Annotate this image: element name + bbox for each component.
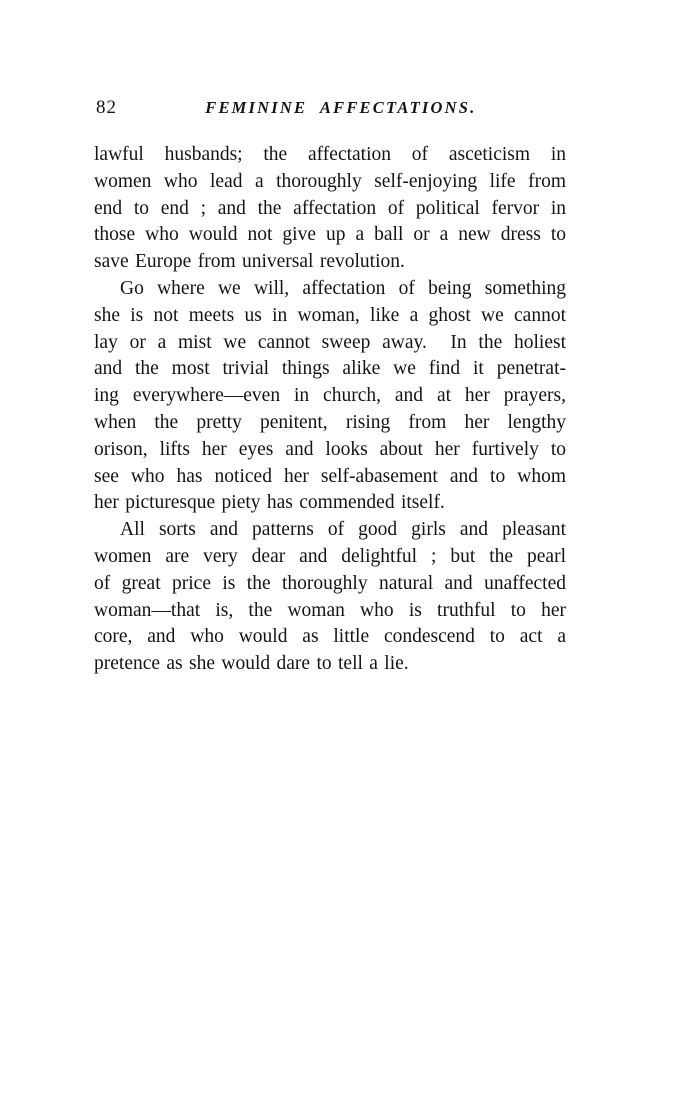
text-line: lay or a mist we cannot sweep away. In the holiest — [94, 331, 566, 353]
page-header — [94, 97, 566, 117]
text-line: Go where we will, affectation of being something — [120, 277, 566, 299]
page-content — [94, 97, 566, 678]
text-line: woman—that is, the woman who is truthful to her — [94, 599, 566, 621]
text-line: save Europe from universal revolution. — [94, 251, 405, 273]
text-line: she is not meets us in woman, like a ghost we cannot — [94, 304, 566, 326]
running-title: FEMININE AFFECTATIONS. — [205, 98, 477, 117]
text-line: and the most trivial things alike we find it penetrat- — [94, 358, 566, 380]
text-line: end to end ; and the affectation of political fervor in — [94, 197, 566, 219]
text-line: orison, lifts her eyes and looks about her furtively to — [94, 438, 566, 460]
text-line: her picturesque piety has commended itself. — [94, 492, 445, 514]
text-line: see who has noticed her self-abasement and to whom — [94, 465, 566, 487]
text-line: pretence as she would dare to tell a lie. — [94, 653, 409, 675]
page-number: 82 — [96, 97, 117, 118]
text-line: core, and who would as little condescend to act a — [94, 626, 566, 648]
text-line: ing everywhere—even in church, and at her prayers, — [94, 385, 566, 407]
text-line: when the pretty penitent, rising from her lengthy — [94, 411, 566, 433]
text-line: lawful husbands; the affectation of asceticism in — [94, 144, 566, 165]
paragraph — [94, 142, 566, 276]
body-text — [94, 142, 566, 678]
text-line: All sorts and patterns of good girls and pleasant — [120, 519, 566, 541]
paragraph — [94, 276, 566, 517]
text-line: of great price is the thoroughly natural and unaffected — [94, 572, 566, 594]
paragraph — [94, 517, 566, 678]
text-line: women are very dear and delightful ; but the pearl — [94, 545, 566, 567]
text-line: women who lead a thoroughly self-enjoying life from — [94, 170, 566, 192]
text-line: those who would not give up a ball or a new dress to — [94, 224, 566, 246]
